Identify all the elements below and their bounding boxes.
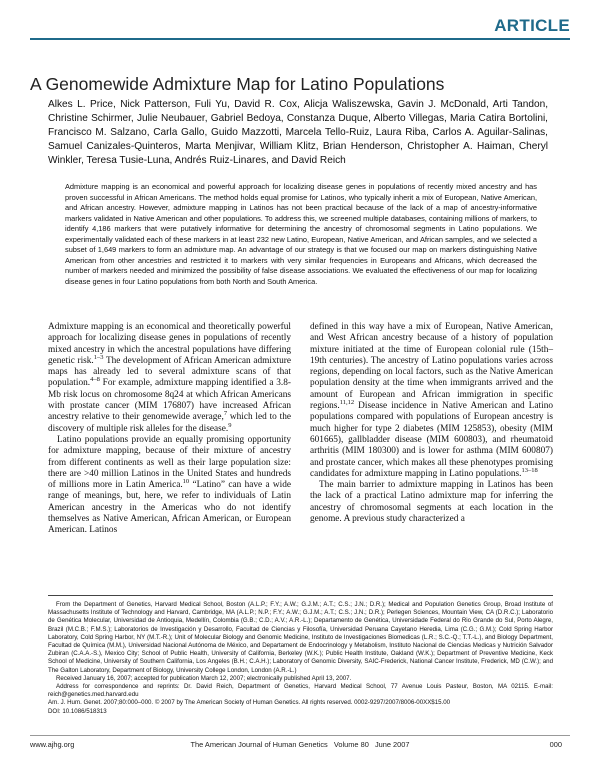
received-note: Received January 16, 2007; accepted for publication March 12, 2007; electronically published April 13, 2007. [56,674,352,682]
citation-ref: 1–3 [93,353,104,361]
body-paragraph: Admixture mapping is an economical and theoretically powerful approach for localizing disease genes in populations of recently mixed ancestry in which the ancestral populations have differing genetic risk.$^{1-3}$ The development of African American admixture maps has already led to several admixture scans of that population.$^{4-8}$ For example, admixture mapping identified a 3.8-Mb risk locus on chromosome 8q24 at which African Americans with prostate cancer (MIM 176807) have increased African ancestry relative to their genomewide average,$^7$ which led to the discovery of multiple risk alleles for the disease.$^9$ [48,322,292,434]
correspondence-note: Address for correspondence and reprints: Dr. David Reich, Department of Genetics, Harvard Medical School, 77 Avenue Louis Pasteur, Boston, MA 02115. E-mail: reich@genetics.med.harvard.edu [48,683,553,699]
citation-ref: 4–8 [90,376,100,384]
journal-website-link[interactable]: www.ajhg.org [30,740,75,749]
doi-note: DOI: 10.1086/518313 [48,707,107,715]
journal-info: The American Journal of Human Genetics Volume 80 June 2007 [190,740,410,749]
citation-ref: 13–18 [521,466,538,474]
body-paragraph: The main barrier to admixture mapping in Latinos has been the lack of a practical Latino admixture map for inferring the ancestry of chromosomal segments at each location in the genome. A previous study characterized a [310,480,553,525]
citation-ref: 11,12 [339,398,355,406]
article-title: A Genomewide Admixture Map for Latino Populations [30,74,445,94]
footer-rule [30,735,570,736]
author-list: Alkes L. Price, Nick Patterson, Fuli Yu, David R. Cox, Alicja Waliszewska, Gavin J. McDonald, Arti Tandon, Christine Schirmer, Julie Neubauer, Gabriel Bedoya, Constanza Duque, Alberto Villegas, Maria Catira Bortolini, Francisco M. Salzano, Carla Gallo, Guido Mazzotti, Marcela Tello-Ruiz, Laura Riba, Carlos A. Aguilar-Salinas, Samuel Canizales-Quinteros, Marta Menjivar, William Klitz, Brian Henderson, Christopher A. Haiman, Cheryl Winkler, Teresa Tusie-Luna, Andrés Ruiz-Linares, and David Reich [48,99,548,167]
citation-ref: 10 [182,478,190,486]
header-rule [30,38,570,40]
body-column-right [310,322,553,525]
footnote-rule [48,595,553,596]
page-number: 000 [549,740,562,749]
affiliations-note: From the Department of Genetics, Harvard Medical School, Boston (A.L.P.; F.Y.; A.W.; G.J.M.; A.T.; C.S.; J.N.; D.R.); Medical and Population Genetics Group, Broad Institute of Massachusetts Institute of Technology and Harvard, Cambridge, MA (A.L.P.; N.P.; F.Y.; A.W.; G.J.M.; A.T.; C.S.; J.N.; D.R.); Perlegen Sciences, Mountain View, CA (D.R.C.); Laboratorio de Genética Molecular, Universidad de Antioquia, Medellín, Colombia (G.B.; C.D.; A.V.; A.R.-L.); Departamento de Genética, Universidade Federal do Rio Grande do Sul, Porto Alegre, Brazil (M.C.B.; F.M.S.); Laboratorios de Investigación y Desarrollo, Facultad de Ciencias y Filosofía, Universidad Peruana Cayetano Heredia, Lima (C.G.; G.M.); Cold Spring Harbor Laboratory, Cold Spring Harbor, NY (M.T.-R.); Unit of Molecular Biology and Genomic Medicine, Instituto de Investigaciones Biomedicas (L.R.; S.C.-Q.; T.T.-L.), and Biology Department, Facultad de Química (M.M.), Universidad Nacional Autónoma de México, and Departament de Endocrinology y Metabolism, Instituto Nacional de Ciencias Medicas y Nutrición Salvador Zubiran (C.A.A.-S.), Mexico City; School of Public Health, University of California, Berkeley (W.K.); Public Health Institute, Oakland (W.K.); Department of Preventive Medicine, Keck School of Medicine, University of Southern California, Los Angeles (B.H.; C.A.H.); Laboratory of Genomic Diversity, SAIC-Frederick, National Cancer Institute, Frederick, MD (C.W.); and The Galton Laboratory, Department of Biology, University College London, London (A.R.-L.) [48,601,553,674]
body-column-left [48,322,291,537]
section-label: ARTICLE [494,16,570,35]
citation-note: Am. J. Hum. Genet. 2007;80:000–000. © 2007 by The American Society of Human Genetics. All rights reserved. 0002-9297/2007/8006-00XX$15.00 [48,699,451,707]
footnotes [48,601,553,716]
abstract: Admixture mapping is an economical and powerful approach for localizing disease genes in populations of recently mixed ancestry and has proven successful in African Americans. The method holds equal promise for Latinos, who typically inherit a mix of European, Native American, and African ancestry. However, admixture mapping in Latinos has not been practical because of the lack of a map of ancestry-informative markers validated in Native American and other populations. To address this, we screened multiple databases, containing millions of markers, to identify 4,186 markers that were putatively informative for determining the ancestry of chromosomal segments in Latino populations. We experimentally validated each of these markers in at least 232 new Latino, European, Native American, and African samples, and we selected a subset of 1,649 markers to form an admixture map. An advantage of our strategy is that we focused our map on markers distinguishing Native American from other ancestries and restricted it to markers with very similar frequencies in Europeans and Africans, which decreased the number of markers needed and minimized the possibility of false disease associations. We evaluated the effectiveness of our map for localizing disease genes in four Latino populations from both North and South America. [65,182,537,286]
citation-ref: 7 [223,410,228,418]
body-paragraph: defined in this way have a mix of European, Native American, and West African ancestry because of a history of population mixture initiated at the time of European colonial rule (15th–19th centuries). The ancestry of Latino populations varies across regions, depending on local factors, such as the Native American population density at the time when immigrants arrived and the amount of European and African immigration in specific regions.$^{11,12}$ Disease incidence in Native American and Latino populations compared with populations of European ancestry is much higher for type 2 diabetes (MIM 125853), obesity (MIM 601665), gallbladder disease (MIM 600803), and rheumatoid arthritis (MIM 180300) and is lower for asthma (MIM 600807) and prostate cancer, which makes all these phenotypes promising candidates for admixture mapping in Latino populations.$^{13-18}$ [310,322,553,479]
citation-ref: 9 [228,421,232,429]
body-paragraph: Latino populations provide an equally promising opportunity for admixture mapping, because of their mixture of ancestry from different continents as well as their large population size: there are >40 million Latinos in the United States and hundreds of millions more in Latin America.$^{10}$ “Latino” can have a wide range of meanings, but, here, we refer to individuals of Latin American ancestry in the Americas who do not identify themselves as Native American, African American, or European American. Latinos [48,434,291,536]
